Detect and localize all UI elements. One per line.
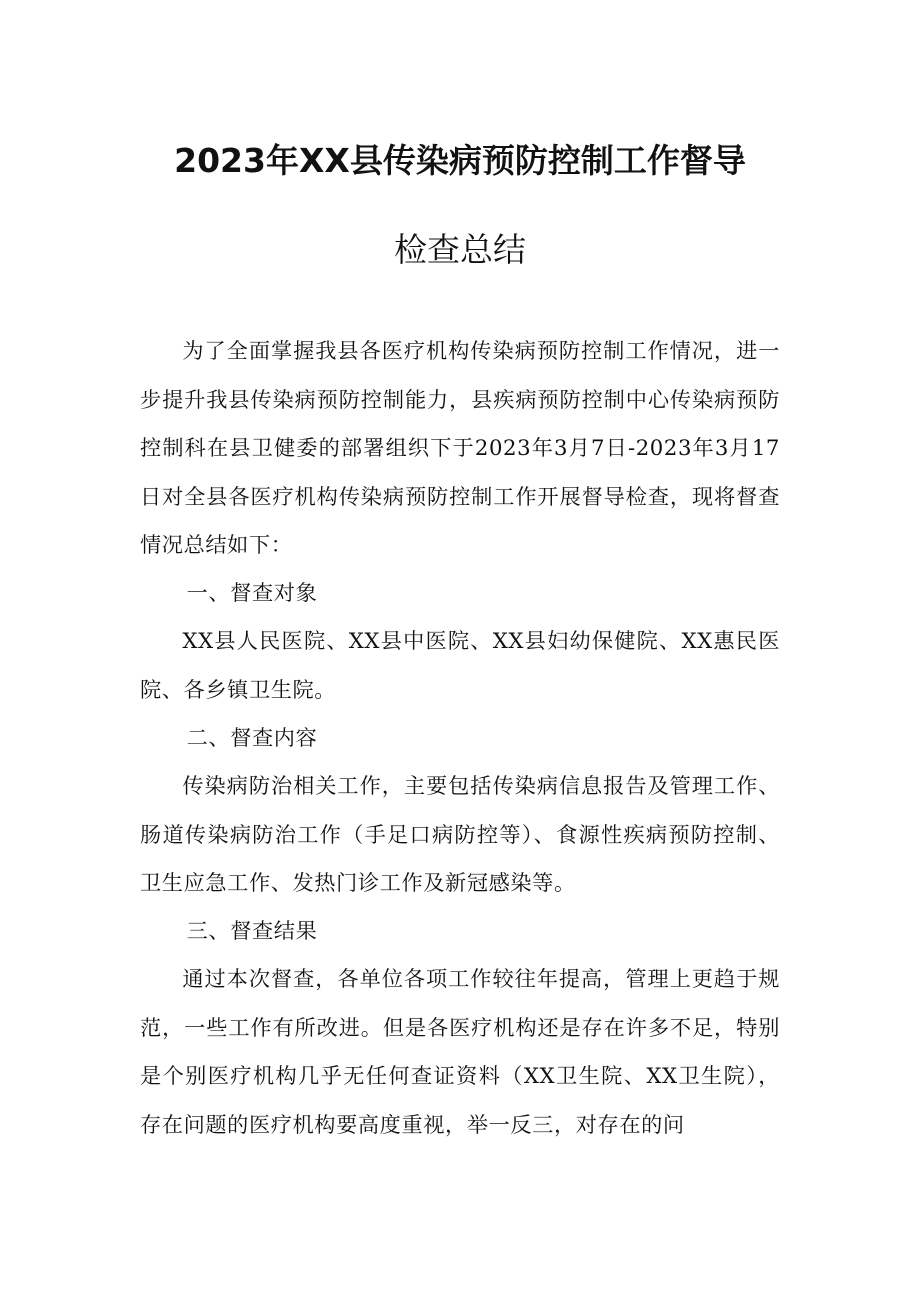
- section-heading-inspection-content: 二、督查内容: [186, 725, 318, 750]
- section-heading-inspection-results: 三、督查结果: [186, 918, 318, 943]
- document-title-line-1: 2023年XX县传染病预防控制工作督导: [174, 141, 746, 180]
- section-heading-inspection-targets: 一、督查对象: [186, 580, 318, 605]
- intro-paragraph: 为了全面掌握我县各医疗机构传染病预防控制工作情况，进一步提升我县传染病预防控制能力，县疾病预防控制中心传染病预防控制科在县卫健委的部署组织下于2023年3月7日-2023年3月17日对全县各医疗机构传染病预防控制工作开展督导检查，现将督查情况总结如下：: [140, 338, 780, 557]
- section-body-inspection-results: 通过本次督查，各单位各项工作较往年提高，管理上更趋于规范，一些工作有所改进。但是各医疗机构还是存在许多不足，特别是个别医疗机构几乎无任何查证资料（XX卫生院、XX卫生院），存在问题的医疗机构要高度重视，举一反三，对存在的问: [140, 966, 780, 1137]
- document-title-line-2: 检查总结: [394, 230, 526, 269]
- section-body-inspection-content: 传染病防治相关工作，主要包括传染病信息报告及管理工作、肠道传染病防治工作（手足口病防控等）、食源性疾病预防控制、卫生应急工作、发热门诊工作及新冠感染等。: [140, 773, 780, 895]
- section-body-inspection-targets: XX县人民医院、XX县中医院、XX县妇幼保健院、XX惠民医院、各乡镇卫生院。: [140, 628, 780, 702]
